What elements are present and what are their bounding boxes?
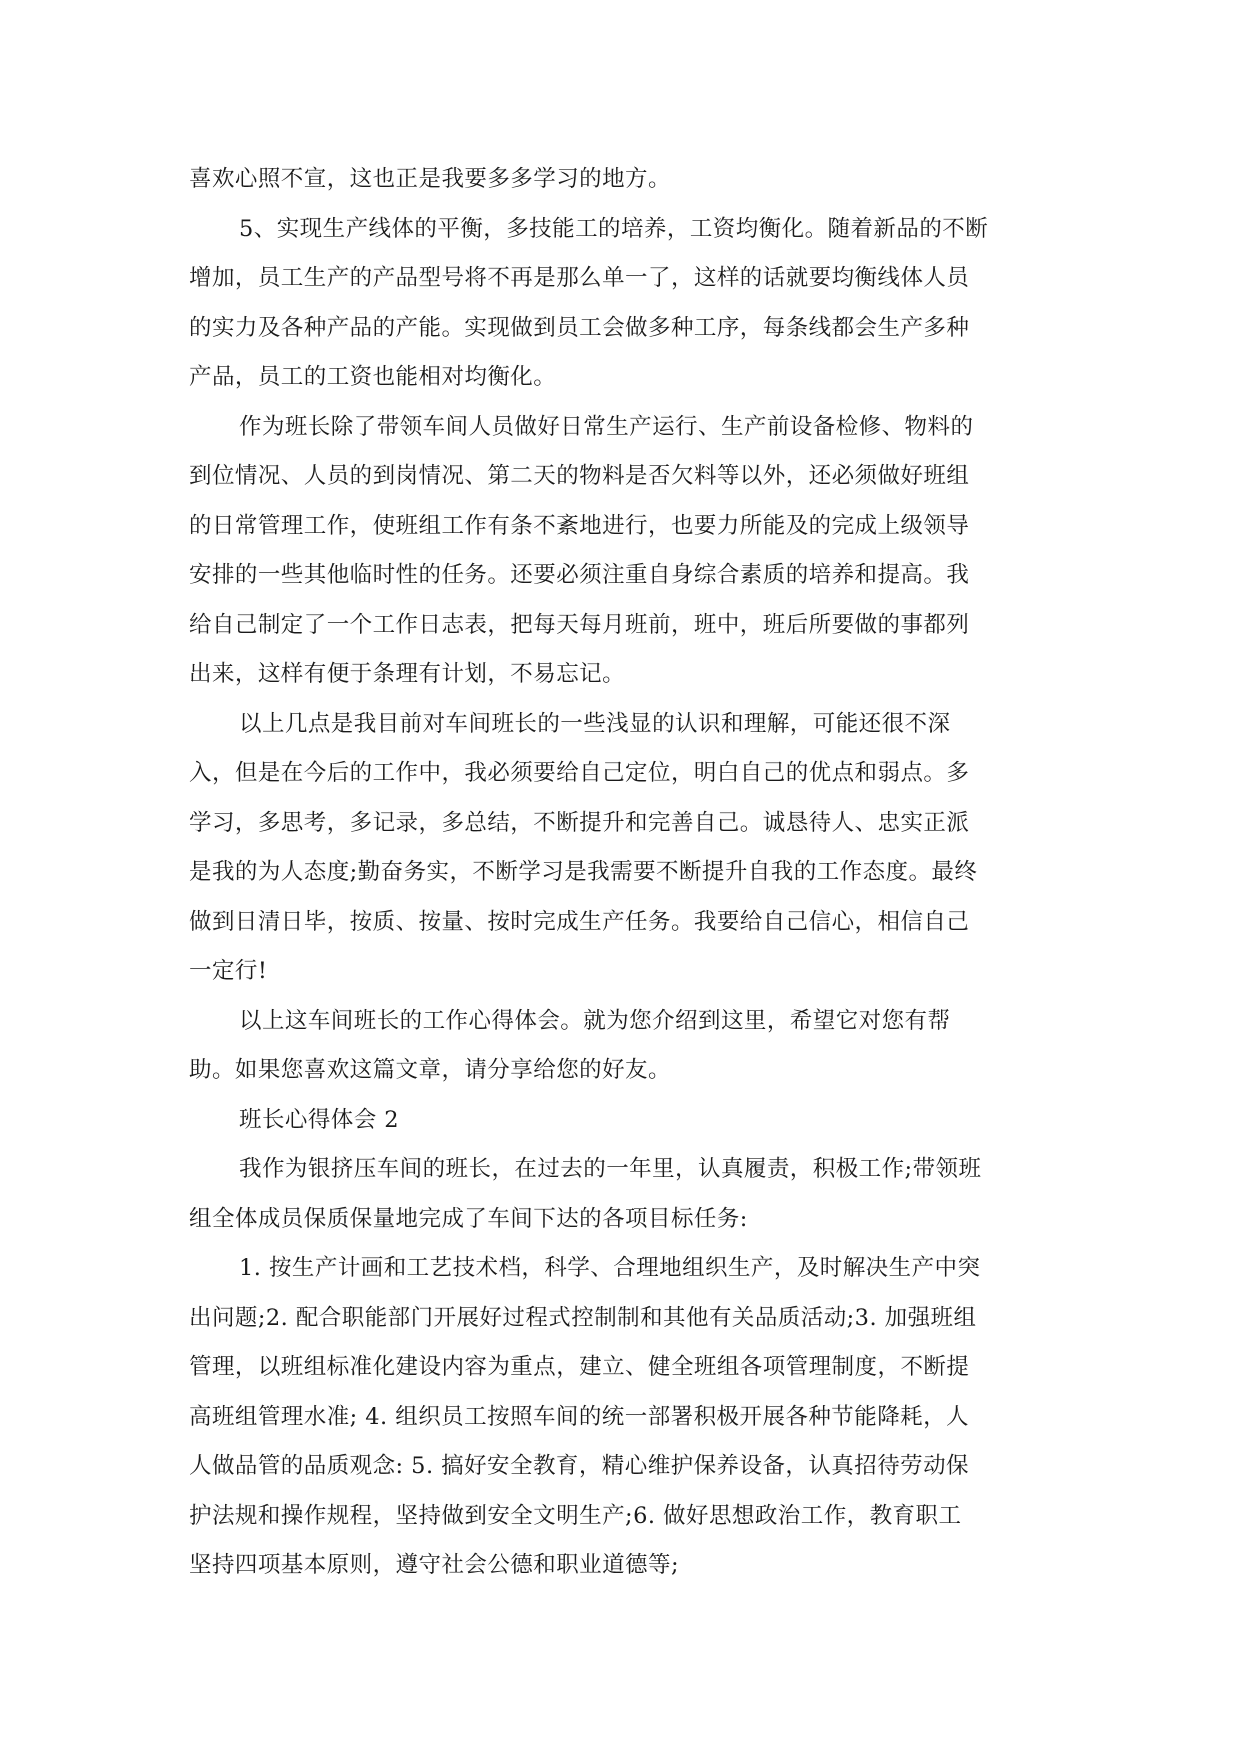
text-line: 1. 按生产计画和工艺技术档，科学、合理地组织生产，及时解决生产中突 <box>239 1255 981 1281</box>
text-line: 坚持四项基本原则，遵守社会公德和职业道德等; <box>189 1552 679 1578</box>
text-line: 学习，多思考，多记录，多总结，不断提升和完善自己。诚恳待人、忠实正派 <box>189 809 970 836</box>
text-line: 以上这车间班长的工作心得体会。就为您介绍到这里，希望它对您有帮 <box>239 1007 951 1034</box>
text-line: 组全体成员保质保量地完成了车间下达的各项目标任务: <box>189 1205 748 1232</box>
text-line: 喜欢心照不宣，这也正是我要多多学习的地方。 <box>189 166 671 192</box>
section-heading: 班长心得体会 2 <box>239 1106 400 1133</box>
body-text <box>189 155 1053 1591</box>
text-line: 的日常管理工作，使班组工作有条不紊地进行，也要力所能及的完成上级领导 <box>189 512 970 539</box>
text-line: 做到日清日毕，按质、按量、按时完成生产任务。我要给自己信心，相信自己 <box>189 908 970 935</box>
text-line: 入，但是在今后的工作中，我必须要给自己定位，明白自己的优点和弱点。多 <box>189 760 970 786</box>
text-line: 一定行! <box>189 958 268 984</box>
text-line: 增加，员工生产的产品型号将不再是那么单一了，这样的话就要均衡线体人员 <box>189 265 970 291</box>
text-line: 以上几点是我目前对车间班长的一些浅显的认识和理解，可能还很不深 <box>239 710 951 737</box>
text-line: 我作为银挤压车间的班长，在过去的一年里，认真履责，积极工作;带领班 <box>239 1156 982 1182</box>
text-line: 到位情况、人员的到岗情况、第二天的物料是否欠料等以外，还必须做好班组 <box>189 463 970 489</box>
text-line: 出问题;2. 配合职能部门开展好过程式控制制和其他有关品质活动;3. 加强班组 <box>189 1304 977 1331</box>
text-line: 人做品管的品质观念: 5. 搞好安全教育，精心维护保养设备，认真招待劳动保 <box>189 1453 970 1479</box>
text-line: 给自己制定了一个工作日志表，把每天每月班前，班中，班后所要做的事都列 <box>189 611 970 638</box>
text-line: 管理，以班组标准化建设内容为重点，建立、健全班组各项管理制度，不断提 <box>189 1354 970 1380</box>
text-line: 高班组管理水准; 4. 组织员工按照车间的统一部署积极开展各种节能降耗，人 <box>189 1403 970 1430</box>
text-line: 助。如果您喜欢这篇文章，请分享给您的好友。 <box>189 1057 671 1083</box>
text-line: 护法规和操作规程，坚持做到安全文明生产;6. 做好思想政治工作，教育职工 <box>189 1502 962 1529</box>
text-line: 出来，这样有便于条理有计划，不易忘记。 <box>189 661 626 687</box>
text-line: 5、实现生产线体的平衡，多技能工的培养，工资均衡化。随着新品的不断 <box>239 215 989 242</box>
text-line: 是我的为人态度;勤奋务实，不断学习是我需要不断提升自我的工作态度。最终 <box>189 859 978 885</box>
text-line: 产品，员工的工资也能相对均衡化。 <box>189 364 557 390</box>
text-line: 作为班长除了带领车间人员做好日常生产运行、生产前设备检修、物料的 <box>239 413 974 440</box>
text-line: 的实力及各种产品的产能。实现做到员工会做多种工序，每条线都会生产多种 <box>189 314 970 341</box>
text-line: 安排的一些其他临时性的任务。还要必须注重自身综合素质的培养和提高。我 <box>189 562 970 588</box>
